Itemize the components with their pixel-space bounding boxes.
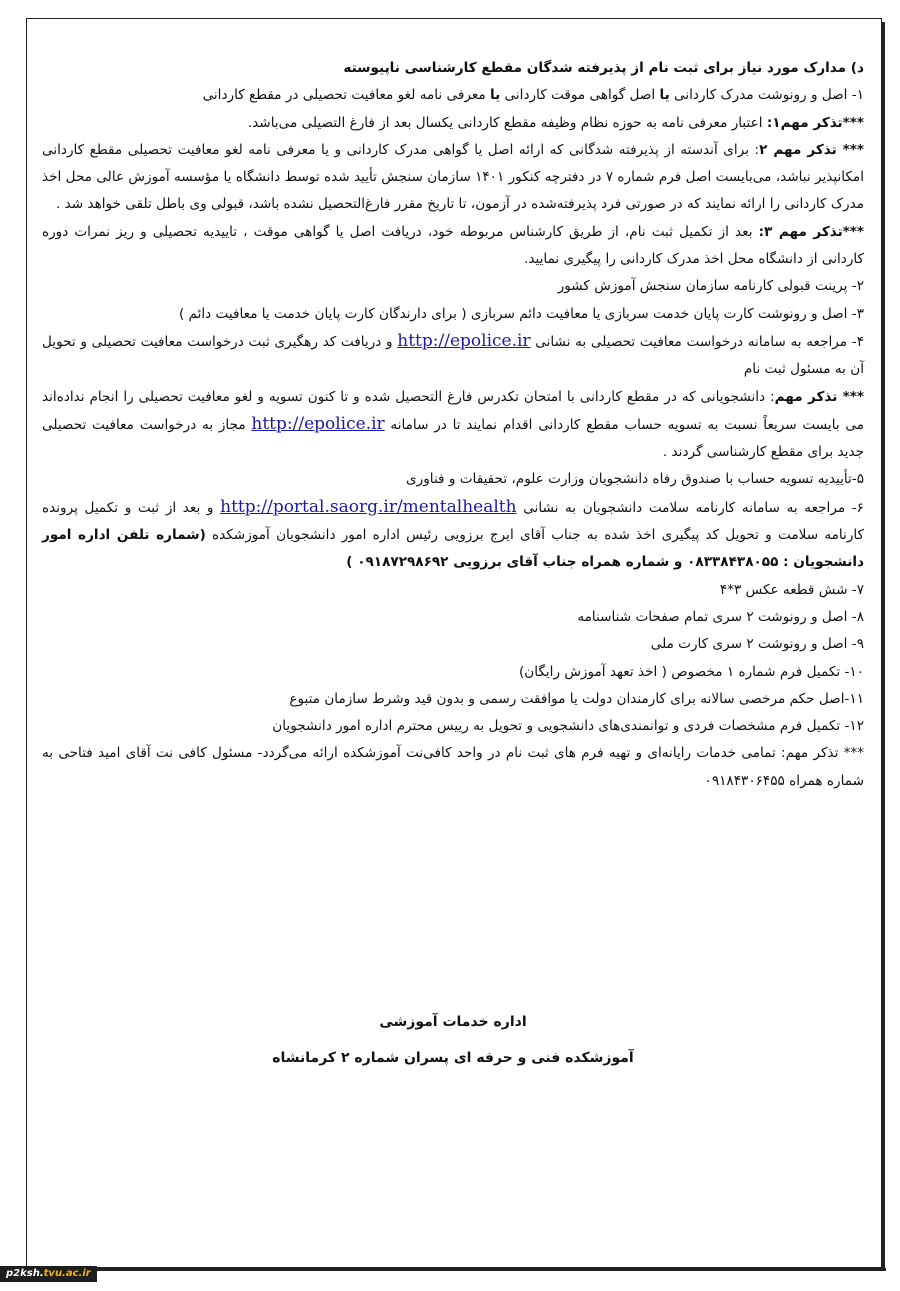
- item-10: ۱۰- تکمیل فرم شماره ۱ مخصوص ( اخذ تعهد آموزش رایگان): [518, 663, 864, 680]
- item-5: ۵-تأییدیه تسویه حساب با صندوق رفاه دانشجویان وزارت علوم، تحقیقات و فناوری: [406, 471, 864, 488]
- item-1: ۱- اصل و رونوشت مدرک کاردانی یا اصل گواهی موقت کاردانی یا معرفی نامه لغو معافیت تحصیلی در مقطع کاردانی: [202, 87, 864, 104]
- footer-office: اداره خدمات آموزشی: [379, 1014, 527, 1030]
- item-12: ۱۲- تکمیل فرم مشخصات فردی و توانمندی‌های دانشجویی و تحویل به رییس محترم اداره امور دانشجویان: [272, 718, 864, 735]
- item-9: ۹- اصل و رونوشت ۲ سری کارت ملی: [650, 636, 864, 653]
- section-heading: د) مدارک مورد نیاز برای ثبت نام از پذیرفته شدگان مقطع کارشناسی ناپیوسته: [343, 60, 864, 76]
- page-border-shadow-bottom: [30, 1268, 886, 1271]
- note-2: *** تذکر مهم ۲: برای آندسته از پذیرفته شدگانی که ارائه اصل یا گواهی مدرک کاردانی و یا معرفی نامه لغو معافیت تحصیلی مقطع کاردانی امکانپذیر نباشد، می‌بایست اصل فرم شماره ۷ در دفترچه کنکور ۱۴۰۱ سازمان سنجش تأیید شده توسط دانشگاه یا مؤسسه آموزش عالی محل اخذ مدرک کاردانی را ارائه نمایند که در صورتی فرد پذیرفته‌شده در آزمون، تا تاریخ مقرر فارغ‌التحصیل نشده باشد، قبولی وی باطل تلقی خواهد شد .: [42, 141, 864, 213]
- mentalhealth-link[interactable]: http://portal.saorg.ir/mentalhealth: [220, 496, 517, 517]
- epolice-link-2[interactable]: http://epolice.ir: [251, 413, 385, 434]
- item-11: ۱۱-اصل حکم مرخصی سالانه برای کارمندان دولت یا موافقت رسمی و بدون قید وشرط سازمان متبوع: [289, 690, 864, 707]
- note-1: ***تذکر مهم۱: اعتبار معرفی نامه به حوزه نظام وظیفه مقطع کاردانی یکسال بعد از فارغ التصیلی می‌باشد.: [247, 114, 864, 131]
- note-3: ***تذکر مهم ۳: بعد از تکمیل ثبت نام، از طریق کارشناس مربوطه خود، دریافت اصل یا گواهی موقت ، تاییدیه تحصیلی و ریز نمرات دوره کاردانی از دانشگاه محل اخذ مدرک کاردانی را پیگیری نمایید.: [42, 223, 865, 268]
- epolice-link[interactable]: http://epolice.ir: [397, 330, 531, 351]
- item-3: ۳- اصل و رونوشت کارت پایان خدمت سربازی یا معافیت دائم سربازی ( برای دارندگان کارت پایان خدمت یا معافیت دائم ): [178, 305, 864, 322]
- item-8: ۸- اصل و رونوشت ۲ سری تمام صفحات شناسنامه: [577, 608, 864, 625]
- item-4: ۴- مراجعه به سامانه درخواست معافیت تحصیلی به نشانی http://epolice.ir و دریافت کد رهگیری ثبت درخواست معافیت تحصیلی و تحویل آن به مسئول ثبت نام: [42, 330, 864, 378]
- note-4: *** تذکر مهم: دانشجویانی که در مقطع کاردانی با امتحان تکدرس فارغ التحصیل شده و تا کنون تسویه و لغو معافیت تحصیلی را انجام نداده‌اند می بایست سریعاً نسبت به تسویه حساب مقطع کاردانی اقدام نمایند تا در سامانه http://epolice.ir مجاز به درخواست معافیت تحصیلی جدید برای مقطع کارشناسی گردند .: [42, 388, 864, 461]
- page-border-shadow-right: [882, 22, 885, 1271]
- footer-institute: آموزشکده فنی و حرفه ای پسران شماره ۲ کرمانشاه: [272, 1050, 634, 1066]
- item-6: ۶- مراجعه به سامانه کارنامه سلامت دانشجویان به نشانی http://portal.saorg.ir/mentalhealth و بعد از ثبت و تکمیل پرونده کارنامه سلامت و تحویل کد پیگیری اخذ شده به جناب آقای ایرج برزویی رئیس اداره امور دانشجویان آموزشکده (شماره تلفن اداره امور دانشجویان : ۰۸۳۳۸۴۳۸۰۵۵ و شماره همراه جناب آقای برزویی ۰۹۱۸۷۲۹۸۶۹۲ ): [42, 496, 864, 571]
- note-5: *** تذکر مهم: تمامی خدمات رایانه‌ای و تهیه فرم های ثبت نام در واحد کافی‌نت آموزشکده ارائه می‌گردد- مسئول کافی نت آقای امید فتاحی به شماره همراه ۰۹۱۸۴۳۰۶۴۵۵: [42, 745, 864, 789]
- site-watermark: p2ksh.tvu.ac.ir: [0, 1266, 97, 1282]
- item-2: ۲- پرینت قبولی کارنامه سازمان سنجش آموزش کشور: [557, 278, 864, 295]
- document-body: [42, 55, 864, 795]
- item-7: ۷- شش قطعه عکس ۳*۴: [719, 581, 864, 598]
